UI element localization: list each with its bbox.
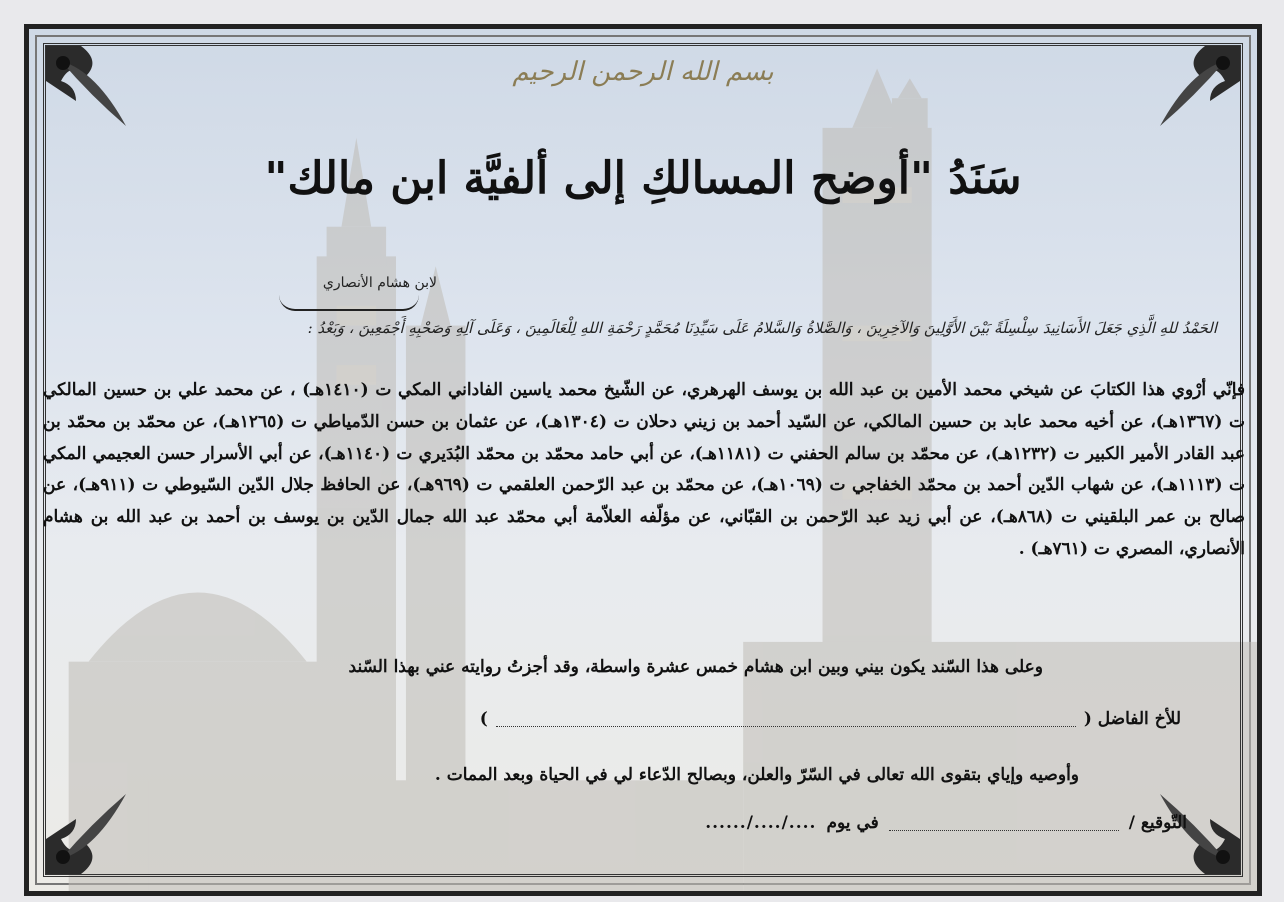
certificate-page xyxy=(24,24,1262,896)
certificate-title: سَنَدُ "أوضح المسالكِ إلى ألفيَّة ابن مالك" xyxy=(264,153,1022,204)
date-label: في يوم xyxy=(826,813,879,833)
author-line: لابن هشام الأنصاري xyxy=(322,275,437,291)
signature-row xyxy=(705,813,1187,833)
chain-of-narration xyxy=(43,375,1245,566)
advice-text: وأوصيه وإياي بتقوى الله تعالى في السّرّ والعلن، وبصالح الدّعاء لي في الحياة وبعد الممات . xyxy=(434,765,1079,785)
signature-label: التّوقيع / xyxy=(1128,813,1187,833)
corner-ornament-icon xyxy=(41,789,131,879)
signature-field[interactable] xyxy=(889,816,1119,831)
date-field[interactable]: ..../..../...... xyxy=(705,813,817,833)
basmala: بسم الله الرحمن الرحيم xyxy=(512,57,774,87)
closing-statement: وعلى هذا السّند يكون بيني وبين ابن هشام خمس عشرة واسطة، وقد أجزتُ روايته عني بهذا السّند xyxy=(348,657,1043,677)
preface-text: الحَمْدُ للهِ الَّذِي جَعَلَ الأَسَانِيدَ سِلْسِلَةً بَيْنَ الأَوَّلِينَ وَالآخِرِينَ ، وَالصَّلاةُ وَالسَّلامُ عَلَى سَيِّدِنَا مُحَمَّدٍ رَحْمَةِ اللهِ لِلْعَالَمِينَ ، وَعَلَى آلِهِ وَصَحْبِهِ أَجْمَعِينَ ، وَبَعْدُ : xyxy=(307,319,1217,337)
corner-ornament-icon xyxy=(1155,789,1245,879)
recipient-label: للأخ الفاضل ( xyxy=(1083,709,1181,729)
author-flourish xyxy=(279,295,419,311)
recipient-close: ) xyxy=(479,709,488,729)
chain-paragraph: فإنّي أرْوي هذا الكتابَ عن شيخي محمد الأمين بن عبد الله بن يوسف الهرهري، عن الشّيخ محمد ياسين الفاداني المكي ت (١٤١٠هـ) ، عن محمد علي بن حسين المالكي ت (١٣٦٧هـ)، عن أخيه محمد عابد بن حسين المالكي، عن السّيد أحمد بن زيني دحلان ت (١٣٠٤هـ)، عن عثمان بن حسن الدّمياطي ت (١٢٦٥هـ)، عن محمّد بن محمّد بن عبد القادر الأمير الكبير ت (١٢٣٢هـ)، عن محمّد بن سالم الحفني ت (١١٨١هـ)، عن أبي حامد محمّد بن محمّد البُدَيري ت (١١٤٠هـ)، عن أبي الأسرار حسن العجيمي المكي ت (١١١٣هـ)، عن شهاب الدّين أحمد بن محمّد الخفاجي ت (١٠٦٩هـ)، عن محمّد بن عبد الرّحمن العلقمي ت (٩٦٩هـ)، عن الحافظ جلال الدّين السّيوطي ت (٩١١هـ)، عن صالح بن عمر البلقيني ت (٨٦٨هـ)، عن أبي زيد عبد الرّحمن بن القبّاني، عن مؤلّفه العلاّمة أبي محمّد عبد الله جمال الدّين بن يوسف بن أحمد بن عبد الله بن هشام الأنصاري، المصري ت (٧٦١هـ) . xyxy=(43,380,1246,559)
recipient-name-field[interactable] xyxy=(496,712,1076,727)
recipient-row xyxy=(480,709,1181,729)
